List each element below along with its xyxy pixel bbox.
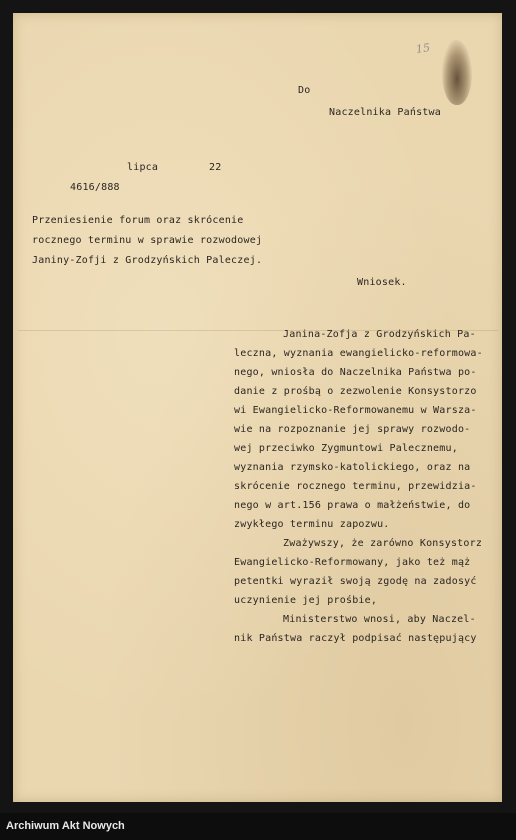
body-line: Zważywszy, że zarówno Konsystorz xyxy=(283,538,483,549)
body-line: Janina-Zofja z Grodzyńskich Pa- xyxy=(283,329,476,340)
archive-page-number: 15 xyxy=(415,41,431,56)
date-day: 22 xyxy=(209,162,222,173)
body-line: danie z prośbą o zezwolenie Konsystorzo xyxy=(234,386,477,397)
body-line: Ministerstwo wnosi, aby Naczel- xyxy=(283,614,476,625)
body-line: leczna, wyznania ewangielicko-reformowa- xyxy=(234,348,483,359)
date-month: lipca xyxy=(127,162,159,173)
subject-line: Przeniesienie forum oraz skrócenie xyxy=(32,215,244,226)
body-line: nik Państwa raczył podpisać następujący xyxy=(234,633,477,644)
body-line: wie na rozpoznanie jej sprawy rozwodo- xyxy=(234,424,471,435)
body-line: nego, wniosła do Naczelnika Państwa po- xyxy=(234,367,477,378)
body-line: nego w art.156 prawa o małżeństwie, do xyxy=(234,500,471,511)
body-line: petentki wyraził swoją zgodę na zadosyć xyxy=(234,576,477,587)
reference-number: 4616/888 xyxy=(70,182,120,193)
body-line: Ewangielicko-Reformowany, jako też mąż xyxy=(234,557,471,568)
body-line: zwykłego terminu zapozwu. xyxy=(234,519,390,530)
body-line: wi Ewangielicko-Reformowanemu w Warsza- xyxy=(234,405,477,416)
subject-line: Janiny-Zofji z Grodzyńskich Paleczej. xyxy=(32,255,263,266)
addressee-name: Naczelnika Państwa xyxy=(329,107,441,118)
body-line: wyznania rzymsko-katolickiego, oraz na xyxy=(234,462,471,473)
body-line: wej przeciwko Zygmuntowi Palecznemu, xyxy=(234,443,458,454)
body-line: uczynienie jej prośbie, xyxy=(234,595,378,606)
body-line: skrócenie rocznego terminu, przewidzia- xyxy=(234,481,477,492)
ink-stain xyxy=(442,40,472,105)
document-heading: Wniosek. xyxy=(357,277,407,288)
addressee-do: Do xyxy=(298,85,311,96)
subject-line: rocznego terminu w sprawie rozwodowej xyxy=(32,235,263,246)
archive-label: Archiwum Akt Nowych xyxy=(6,820,125,832)
